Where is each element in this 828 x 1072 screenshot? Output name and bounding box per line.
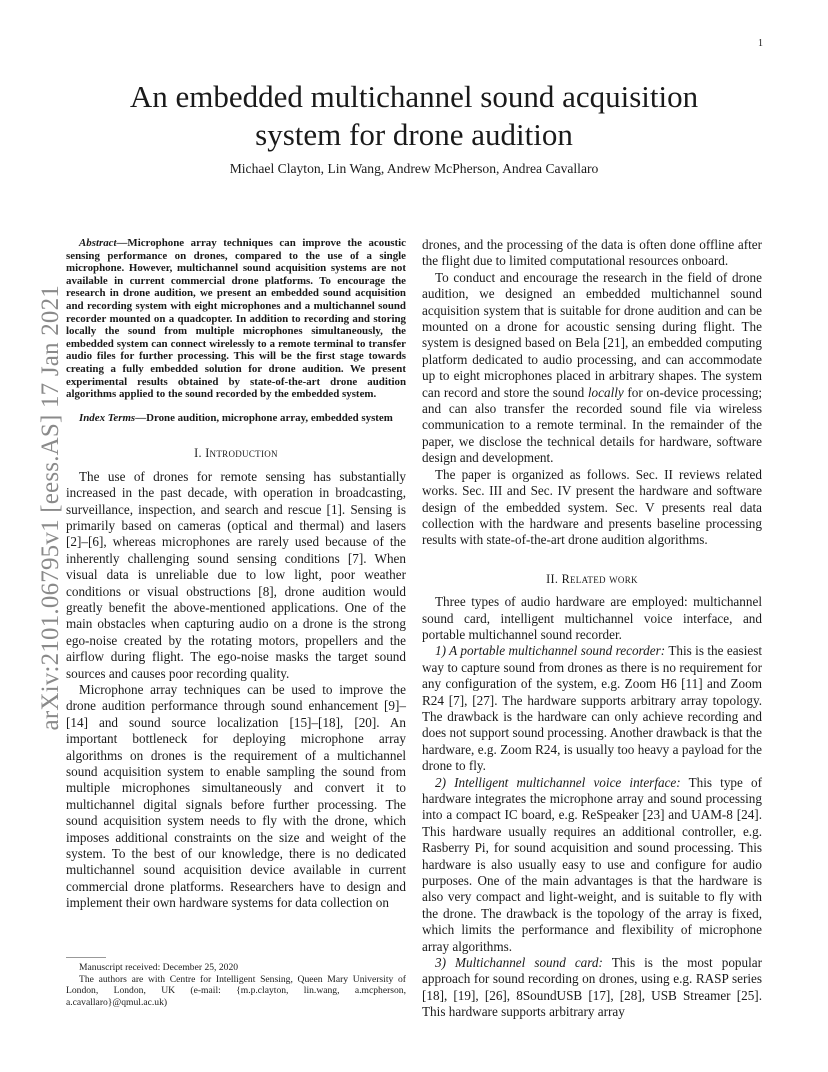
footnote-manuscript: Manuscript received: December 25, 2020 [79,962,239,973]
index-terms [66,412,406,425]
index-terms-label: Index Terms [79,411,136,424]
author-list: Michael Clayton, Lin Wang, Andrew McPherson, Andrea Cavallaro [229,161,599,176]
abstract [66,237,406,401]
abstract-label: Abstract [79,237,117,249]
index-terms-text: —Drone audition, microphone array, embedded system [135,411,393,424]
footnote-affiliation: The authors are with Centre for Intelligent Sensing, Queen Mary University of London, London, UK (e-mail: {m.p.clayton, lin.wang, a.mcpherson, a.cavallaro}@qmul.ac.uk) [66,973,406,1008]
arxiv-stamp: arXiv:2101.06795v1 [eess.AS] 17 Jan 2021 [37,285,64,731]
related-paragraph-1: Three types of audio hardware are employed: multichannel sound card, intelligent multichannel voice interface, and portable multichannel sound recorder. [422,594,762,642]
intro-paragraph-5: The paper is organized as follows. Sec. II reviews related works. Sec. III and Sec. IV present the hardware and software design of the embedded system. Sec. V presents real data collection with the hardware and presents baseline processing results with state-of-the-art drone audition algorithms. [422,466,762,548]
related-subsection-2: 2) Intelligent multichannel voice interface: This type of hardware integrates the microphone array and sound processing into a compact IC board, e.g. ReSpeaker [23] and UAM-8 [24]. This hardware usually requires an additional controller, e.g. Rasberry Pi, for sound acquisition and sound processing. This hardware is also usually easy to use and configure for audio purposes. One of the main advantages is that the hardware is also very compact and light-weight, and is suitable to fly with the drone. The drawback is the topology of the array is fixed, which limits the performance and flexibility of microphone array algorithms. [422,774,762,954]
section-heading-related-work: II. Related work [546,571,638,586]
paper-title: An embedded multichannel sound acquisition system for drone audition [129,79,699,152]
subsection-2-heading: 2) Intelligent multichannel voice interface: [435,774,681,790]
intro-paragraph-4: To conduct and encourage the research in the field of drone audition, we designed an embedded multichannel sound acquisition system that is suitable for drone audition and can be mounted on a drone for acoustic sensing during flight. The system is designed based on Bela [21], an embedded computing platform dedicated to audio processing, and can accommodate up to eight microphones placed in arbitrary shapes. The system can record and store the sound locally for on-device processing; and can also transfer the recorded sound file via wireless communication to a remote terminal. In the remainder of the paper, we disclose the technical details for hardware, software design and development. [422,269,762,466]
intro-paragraph-2: Microphone array techniques can be used to improve the drone audition performance through sound enhancement [9]–[14] and sound source localization [15]–[18], [20]. An important bottleneck for deploying microphone array algorithms on drones is the requirement of a multichannel sound acquisition system to enable sampling the sound from multiple microphones simultaneously and convert it to multichannel digital signals before further processing. The sound acquisition system needs to fly with the drone, which imposes additional constraints on the size and weight of the system. To the best of our knowledge, there is no dedicated multichannel sound acquisition device available in current commercial drone platforms. Researchers have to design and implement their own hardware systems for data collection on [66,682,406,911]
section-heading-introduction: I. Introduction [194,446,278,461]
left-column [66,237,406,912]
subsection-3-heading: 3) Multichannel sound card: [435,955,603,971]
abstract-text: —Microphone array techniques can improve the acoustic sensing performance on drones, compared to the use of a single microphone. However, multichannel sound acquisition systems are not available in current commercial drone platforms. To encourage the research in drone audition, we present an embedded sound acquisition and recording system with eight microphones and a multichannel sound recorder mounted on a quadcopter. In addition to recording and storing locally the sound from multiple microphones simultaneously, the embedded system can connect wirelessly to a remote terminal to transfer audio files for further processing. This will be the first stage towards creating a fully embedded solution for drone audition. We present experimental results obtained by state-of-the-art drone audition algorithms applied to the sound recorded by the embedded system. [66,237,406,401]
footnote-divider [66,957,106,958]
right-column [422,237,762,1021]
related-subsection-3: 3) Multichannel sound card: This is the most popular approach for sound recording on drones, using e.g. RASP series [18], [19], [26], 8SoundUSB [17], [28], USB Streamer [25]. This hardware supports arbitrary array [422,955,763,1020]
page-number: 1 [758,38,763,49]
footnote [66,962,406,1008]
intro-paragraph-1: The use of drones for remote sensing has substantially increased in the past decade, with operation in broadcasting, surveillance, inspection, and search and rescue [1]. Sensing is primarily based on cameras (optical and thermal) and lasers [2]–[6], whereas microphones are rarely used because of the inherently challenging sound sensing conditions [7]. When visual data is unreliable due to low light, poor weather conditions or visual obstructions [8], drone audition would greatly benefit the above-mentioned applications. One of the main obstacles when capturing audio on a drone is the strong ego-noise created by the rotating motors, propellers and the airflow during flight. The ego-noise masks the target sound sources and causes poor recording quality. [66,468,406,681]
related-subsection-1: 1) A portable multichannel sound recorder: This is the easiest way to capture sound from drones as there is no requirement for any configuration of the system, e.g. Zoom H6 [11] and Zoom R24 [7], [27]. The hardware supports arbitrary array topology. The drawback is the hardware can only achieve recording and does not support sound processing. Another drawback is that the hardware, e.g. Zoom R24, is usually too heavy a payload for the drone to fly. [422,643,763,774]
emphasis-locally: locally [587,384,624,400]
subsection-1-heading: 1) A portable multichannel sound recorder: [435,643,666,659]
intro-paragraph-3: drones, and the processing of the data is often done offline after the flight due to limited computational resources onboard. [422,237,762,269]
